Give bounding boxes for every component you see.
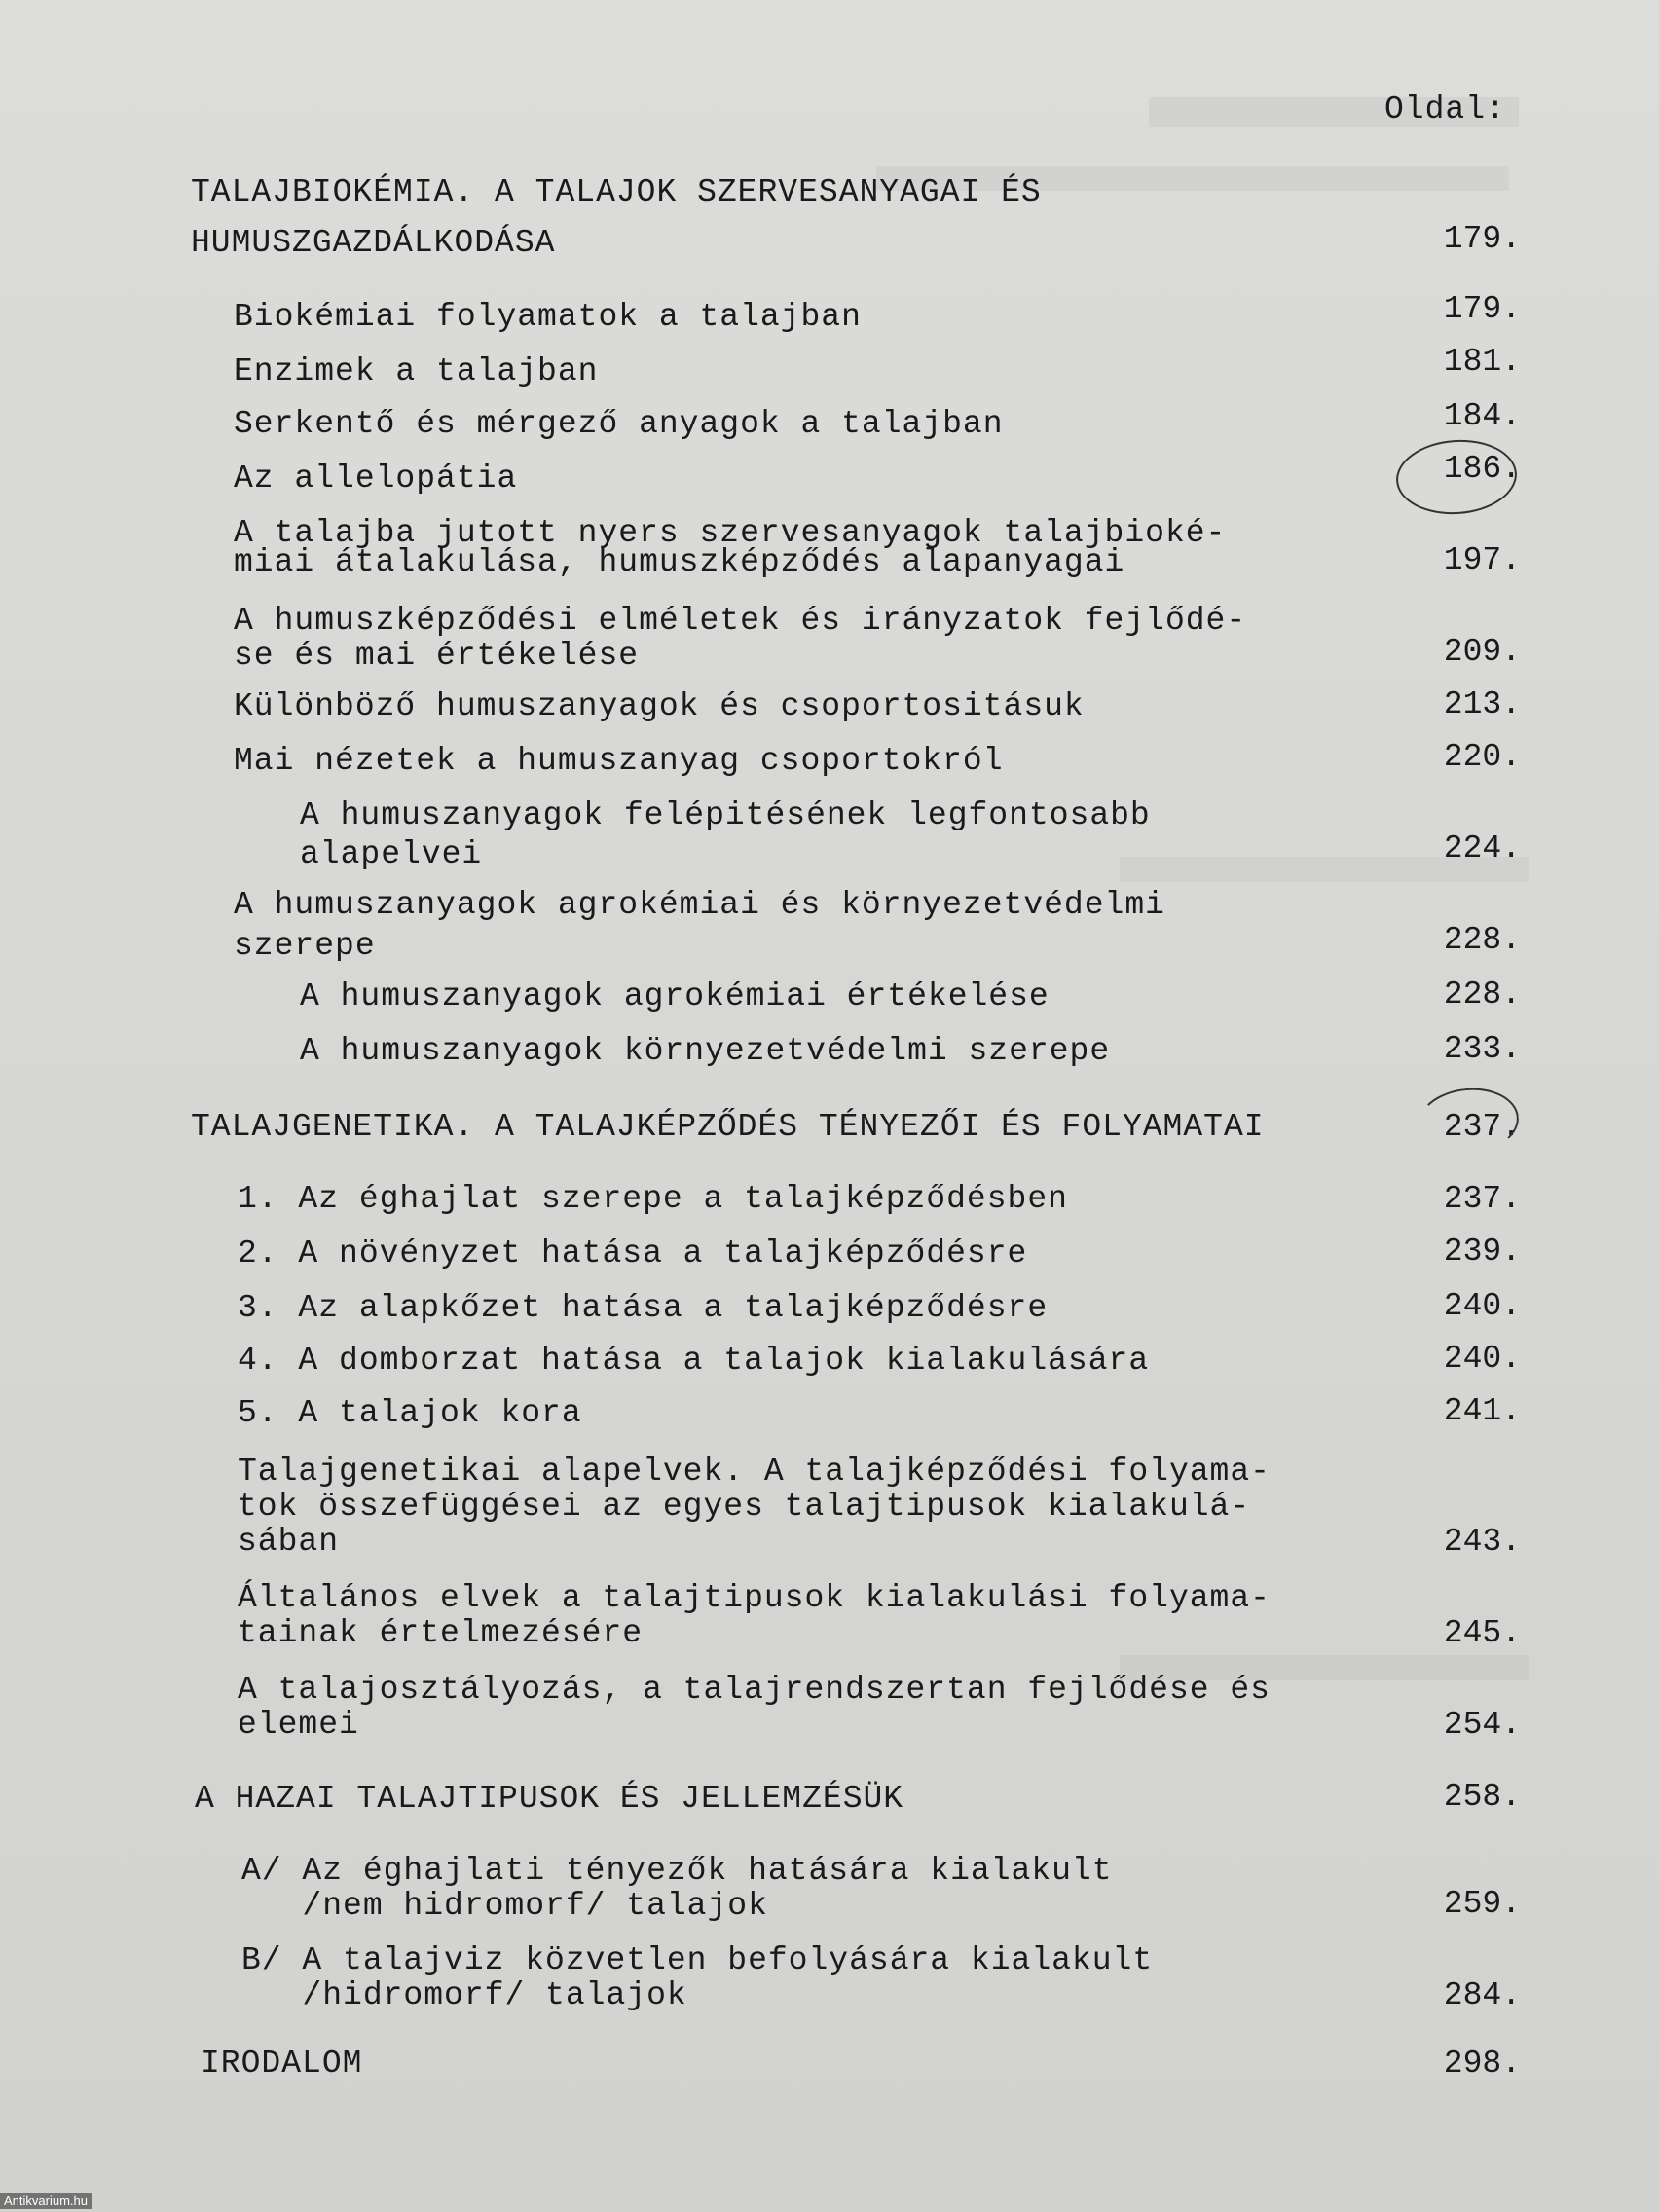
toc-page-number: 209. [1443,634,1521,670]
toc-entry-text: A humuszanyagok környezetvédelmi szerepe [300,1033,1111,1069]
toc-entry-text: A/ Az éghajlati tényezők hatására kialakult [241,1853,1113,1889]
toc-entry-text: sában [238,1524,340,1560]
toc-entry-text: B/ A talajviz közvetlen befolyására kialakult [241,1942,1154,1978]
toc-entry-text: elemei [238,1707,359,1743]
toc-page-number: 284. [1443,1977,1521,2013]
toc-page-number: 259. [1443,1886,1521,1922]
toc-page-number: 228. [1443,922,1521,958]
toc-entry-text: TALAJBIOKÉMIA. A TALAJOK SZERVESANYAGAI ÉS [191,174,1042,210]
toc-entry-text: A humuszképződési elméletek és irányzatok fejlődé- [234,603,1247,639]
toc-page-number: 213. [1443,686,1521,722]
toc-entry-text: /hidromorf/ talajok [241,1977,687,2013]
toc-page-number: 224. [1443,830,1521,866]
toc-entry-text: A HAZAI TALAJTIPUSOK ÉS JELLEMZÉSÜK [195,1781,904,1817]
toc-page-number: 184. [1443,398,1521,434]
toc-entry-text: Általános elvek a talajtipusok kialakulási folyama- [238,1580,1271,1616]
toc-entry-text: Mai nézetek a humuszanyag csoportokról [234,743,1004,779]
toc-page-number: 245. [1443,1615,1521,1651]
toc-entry-text: IRODALOM [201,2046,363,2082]
toc-page-number: 237. [1443,1181,1521,1217]
toc-entry-text: Az allelopátia [234,461,518,497]
toc-page-number: 186. [1443,451,1521,487]
toc-entry-text: szerepe [234,928,376,964]
toc-page-number: 179. [1443,221,1521,257]
toc-entry-text: Enzimek a talajban [234,353,599,389]
toc-entry-text: TALAJGENETIKA. A TALAJKÉPZŐDÉS TÉNYEZŐI ÉS FOLYAMATAI [191,1109,1265,1145]
toc-entry-text: 3. Az alapkőzet hatása a talajképződésre [238,1290,1049,1326]
toc-entry-text: HUMUSZGAZDÁLKODÁSA [191,225,556,261]
toc-entry-text: A talajba jutott nyers szervesanyagok talajbioké- [234,515,1227,551]
toc-page-number: 240. [1443,1288,1521,1324]
toc-page-number: 220. [1443,739,1521,775]
toc-entry-text: alapelvei [300,836,483,872]
toc-entry-text: 5. A talajok kora [238,1395,582,1431]
toc-entry-text: A talajosztályozás, a talajrendszertan fejlődése és [238,1672,1271,1708]
toc-entry-text: /nem hidromorf/ talajok [241,1888,768,1924]
toc-page-number: 179. [1443,291,1521,327]
toc-entry-text: Különböző humuszanyagok és csoportositásuk [234,688,1085,724]
toc-entry-text: miai átalakulása, humuszképződés alapanyagai [234,544,1125,580]
toc-entry-text: 4. A domborzat hatása a talajok kialakulására [238,1343,1150,1379]
toc-entry-text: 2. A növényzet hatása a talajképződésre [238,1235,1028,1272]
watermark: Antikvarium.hu [0,2193,92,2209]
toc-entry-text: tok összefüggései az egyes talajtipusok kialakulá- [238,1489,1251,1525]
toc-page-number: 258. [1443,1779,1521,1815]
toc-page-number: 243. [1443,1524,1521,1560]
toc-entry-text: tainak értelmezésére [238,1615,644,1651]
toc-page-number: 241. [1443,1393,1521,1429]
toc-page-number: 298. [1443,2046,1521,2082]
toc-entry-text: A humuszanyagok felépitésének legfontosabb [300,797,1151,833]
oldal-header: Oldal: [1384,92,1506,128]
toc-entry-text: se és mai értékelése [234,638,640,674]
toc-page-number: 228. [1443,977,1521,1013]
toc-page-number: 233. [1443,1031,1521,1067]
toc-page-number: 240. [1443,1341,1521,1377]
toc-entry-text: Serkentő és mérgező anyagok a talajban [234,406,1004,442]
toc-page-number: 239. [1443,1234,1521,1270]
handwritten-circle-mark [1394,436,1520,518]
toc-page-number: 197. [1443,542,1521,578]
toc-entry-text: Biokémiai folyamatok a talajban [234,299,862,335]
toc-entry-text: Talajgenetikai alapelvek. A talajképződési folyama- [238,1454,1271,1490]
toc-entry-text: A humuszanyagok agrokémiai és környezetvédelmi [234,887,1165,923]
toc-page-number: 254. [1443,1707,1521,1743]
handwritten-circle-mark [1415,1084,1523,1160]
toc-entry-text: 1. Az éghajlat szerepe a talajképződésben [238,1181,1068,1217]
toc-page-number: 237. [1443,1109,1521,1145]
toc-entry-text: A humuszanyagok agrokémiai értékelése [300,978,1050,1014]
toc-page-number: 181. [1443,344,1521,380]
